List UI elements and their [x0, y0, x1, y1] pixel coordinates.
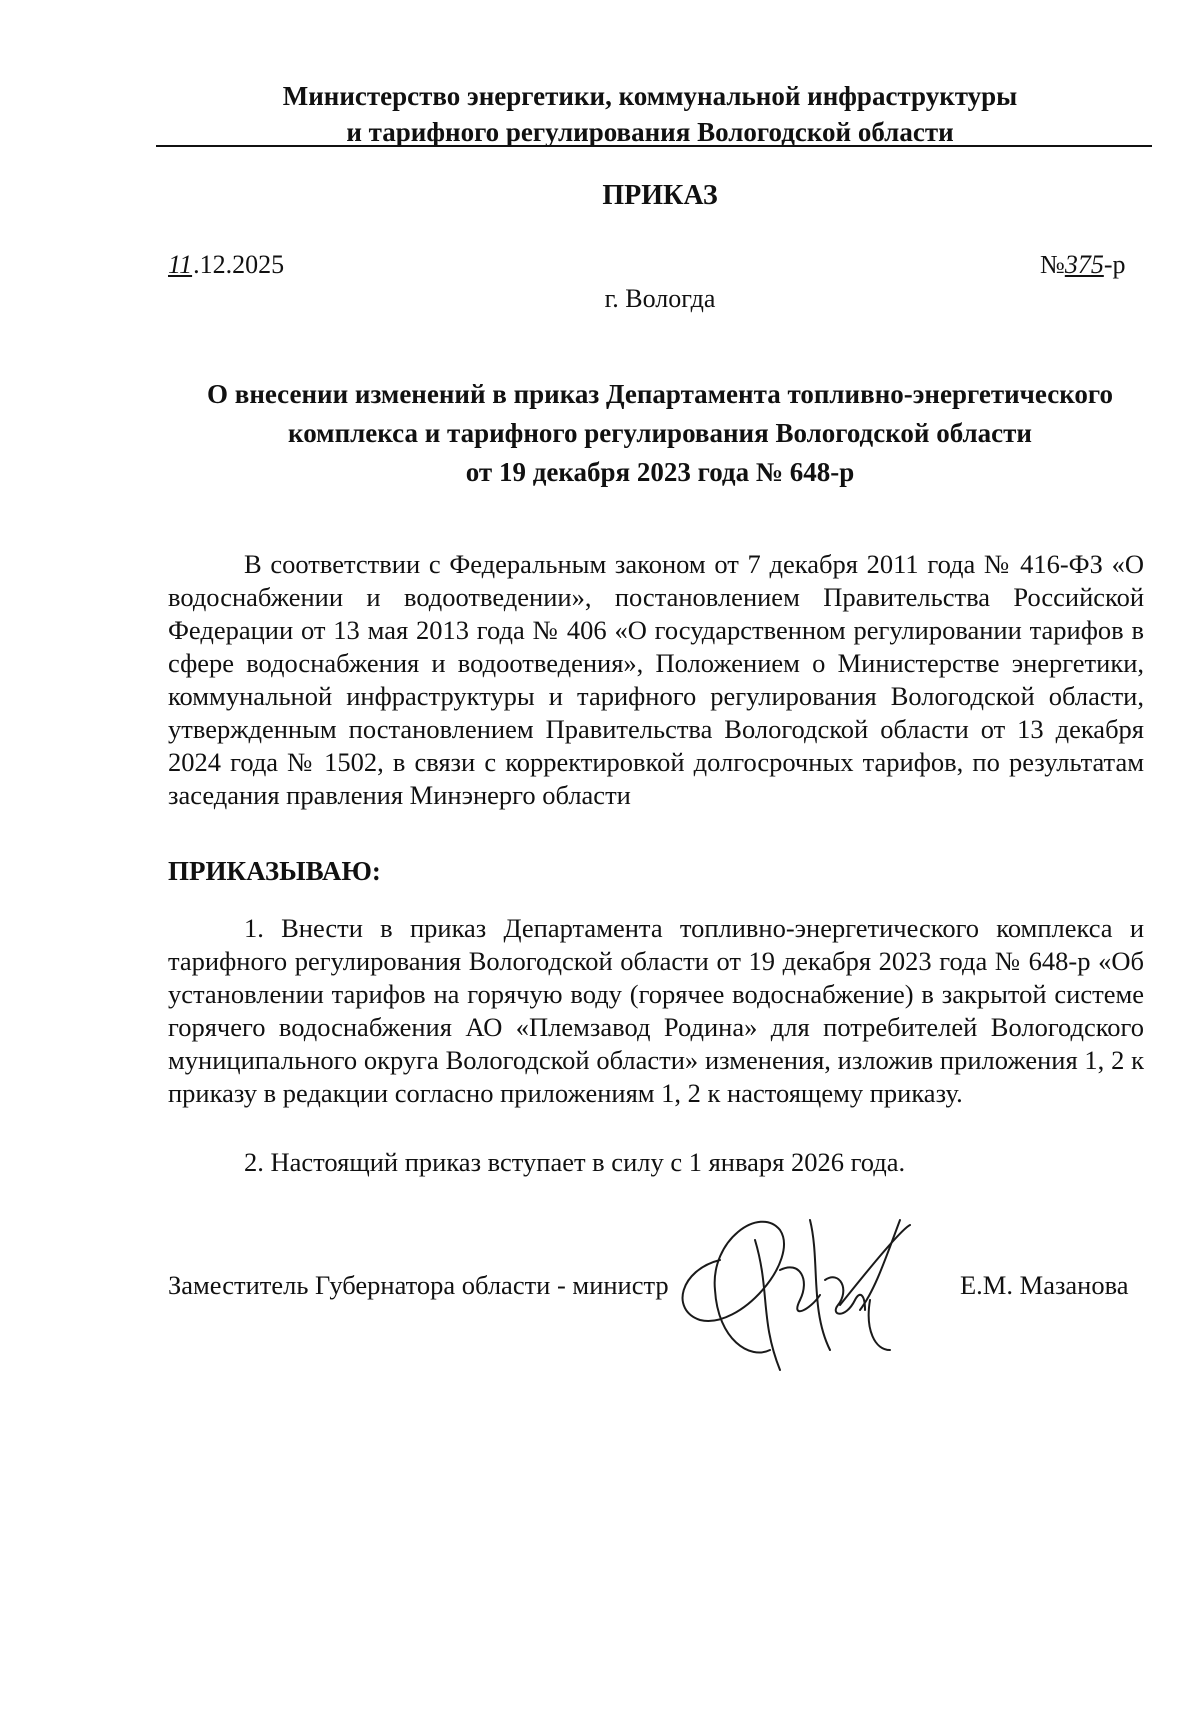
document-city: г. Вологда — [604, 284, 716, 313]
preamble-paragraph: В соответствии с Федеральным законом от 7 декабря 2011 года № 416-ФЗ «О водоснабжении и водоотведении», постановлением Правительства Российской Федерации от 13 мая 2013 года № 406 «О государственном регулировании тарифов в сфере водоснабжения и водоотведения», Положением о Министерстве энергетики, коммунальной инфраструктуры и тарифного регулирования Вологодской области, утвержденным постановлением Правительства Вологодской области от 13 декабря 2024 года № 1502, в связи с корректировкой долгосрочных тарифов, по результатам заседания правления Минэнерго области — [168, 549, 1144, 810]
subject-line-3: от 19 декабря 2023 года № 648-р — [465, 457, 855, 487]
ministry-line-1: Министерство энергетики, коммунальной инфраструктуры — [282, 81, 1018, 111]
number-value-handwritten: 375 — [1064, 250, 1104, 279]
signatory-role: Заместитель Губернатора области - министр — [168, 1270, 669, 1300]
document-subject — [168, 375, 1152, 492]
signatory-name: Е.М. Мазанова — [960, 1270, 1129, 1300]
ministry-line-2: и тарифного регулирования Вологодской области — [346, 117, 954, 147]
subject-line-2: комплекса и тарифного регулирования Вологодской области — [288, 418, 1032, 448]
number-sign: № — [1040, 250, 1065, 279]
header-divider — [156, 145, 1152, 147]
document-number — [1040, 250, 1125, 280]
order-item-2: 2. Настоящий приказ вступает в силу с 1 января 2026 года. — [244, 1147, 906, 1177]
document-date — [168, 250, 284, 280]
document-title: ПРИКАЗ — [602, 180, 718, 211]
handwritten-signature — [660, 1200, 980, 1390]
date-month-year: .12.2025 — [193, 250, 285, 279]
date-day-handwritten: 11 — [168, 250, 193, 279]
ministry-header — [150, 78, 1150, 150]
order-item-1: 1. Внести в приказ Департамента топливно-энергетического комплекса и тарифного регулирования Вологодской области от 19 декабря 2023 года № 648-р «Об установлении тарифов на горячую воду (горячее водоснабжение) в закрытой системе горячего водоснабжения АО «Племзавод Родина» для потребителей Вологодского муниципального округа Вологодской области» изменения, изложив приложения 1, 2 к приказу в редакции согласно приложениям 1, 2 к настоящему приказу. — [168, 913, 1144, 1108]
order-word: ПРИКАЗЫВАЮ: — [168, 856, 381, 886]
subject-line-1: О внесении изменений в приказ Департамента топливно-энергетического — [206, 379, 1113, 409]
number-suffix: -р — [1103, 250, 1126, 279]
